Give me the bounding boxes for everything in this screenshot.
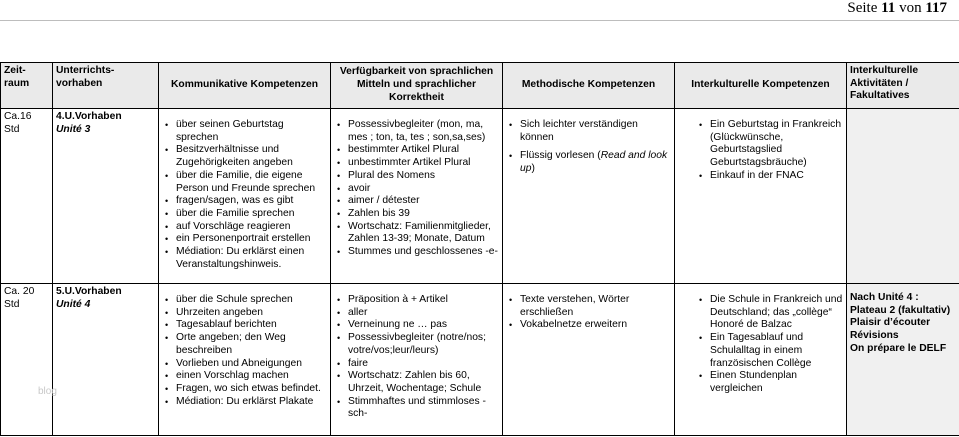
- cell-methodical: [503, 109, 675, 284]
- list-item: • Verneinung ne … pas: [334, 319, 499, 332]
- project-title: 4.U.Vorhaben: [56, 111, 122, 122]
- list-item: • aller: [334, 307, 499, 320]
- list-item: • Médiation: Du erklärst einen Veranstaltungshinweis.: [162, 246, 327, 271]
- list-item: • Stummes und geschlossenes -e-: [334, 246, 499, 259]
- activity-line: Plateau 2 (fakultativ): [850, 304, 951, 316]
- cell-time: Ca. 20 Std: [1, 284, 53, 436]
- curriculum-table: [0, 62, 959, 436]
- col-header-communicative: Kommunikative Kompetenzen: [159, 63, 331, 109]
- cell-activities: [847, 109, 959, 284]
- list-item: • Vorlieben und Abneigungen: [162, 358, 327, 371]
- page-header: [0, 0, 959, 62]
- page-number: [847, 0, 947, 17]
- page-of-label: von: [899, 0, 922, 16]
- table-row: [1, 284, 959, 436]
- list-item: • faire: [334, 358, 499, 371]
- list-item: • Vokabelnetze erweitern: [506, 319, 671, 332]
- cell-methodical: [503, 284, 675, 436]
- list-item: • Ein Geburtstag in Frankreich (Glückwünsche, Geburtstagslied Geburtstagsbräuche): [696, 119, 843, 170]
- cell-project: [53, 109, 159, 284]
- list-item: • Die Schule in Frankreich und Deutschland; das „collège“ Honoré de Balzac: [696, 294, 843, 332]
- activity-line: Plaisir d’écouter: [850, 317, 931, 329]
- table-row: [1, 109, 959, 284]
- page-label: Seite: [847, 0, 878, 16]
- list-item: • Médiation: Du erklärst Plakate: [162, 396, 327, 409]
- list-item: • Einkauf in der FNAC: [696, 170, 843, 183]
- list-item: • über seinen Geburtstag sprechen: [162, 119, 327, 144]
- list-item: • Fragen, wo sich etwas befindet.: [162, 383, 327, 396]
- page-total: 117: [925, 0, 947, 16]
- activity-line: Nach Unité 4 :: [850, 292, 919, 303]
- list-item: • Sich leichter verständigen können: [506, 119, 671, 144]
- list-item: • Besitzverhältnisse und Zugehörigkeiten angeben: [162, 144, 327, 169]
- list-item: • Plural des Nomens: [334, 170, 499, 183]
- list-item: • Präposition à + Artikel: [334, 294, 499, 307]
- list-item: • avoir: [334, 183, 499, 196]
- list-item: • aimer / détester: [334, 195, 499, 208]
- list-item: • einen Vorschlag machen: [162, 370, 327, 383]
- list-item: • Ein Tagesablauf und Schulalltag in einem französischen Collège: [696, 332, 843, 370]
- list-item: • über die Familie sprechen: [162, 208, 327, 221]
- col-header-time: Zeit- raum: [1, 63, 53, 109]
- list-item: • bestimmter Artikel Plural: [334, 144, 499, 157]
- cell-communicative: [159, 284, 331, 436]
- watermark: blog: [38, 386, 57, 397]
- list-item: • fragen/sagen, was es gibt: [162, 195, 327, 208]
- activity-line: Révisions: [850, 330, 899, 342]
- col-header-methodical: Methodische Kompetenzen: [503, 63, 675, 109]
- page-current: 11: [881, 0, 896, 16]
- table-header-row: [1, 63, 959, 109]
- col-header-intercultural: Interkulturelle Kompetenzen: [675, 63, 847, 109]
- cell-communicative: [159, 109, 331, 284]
- col-header-project: Unterrichts- vorhaben: [53, 63, 159, 109]
- cell-activities: [847, 284, 959, 436]
- cell-project: [53, 284, 159, 436]
- list-item: • Wortschatz: Familienmitglieder, Zahlen 13-39; Monate, Datum: [334, 221, 499, 246]
- cell-language: [331, 284, 503, 436]
- col-header-activities: Interkulturelle Aktivitäten / Fakultatives: [847, 63, 959, 109]
- list-item: • Stimmhaftes und stimmloses -sch-: [334, 396, 499, 421]
- list-item: • Wortschatz: Zahlen bis 60, Uhrzeit, Wochentage; Schule: [334, 370, 499, 395]
- col-header-language: Verfügbarkeit von sprachlichen Mitteln und sprachlicher Korrektheit: [331, 63, 503, 109]
- list-item: • unbestimmter Artikel Plural: [334, 157, 499, 170]
- list-item: • auf Vorschläge reagieren: [162, 221, 327, 234]
- list-item: • über die Familie, die eigene Person und Freunde sprechen: [162, 170, 327, 195]
- list-item: • Possessivbegleiter (mon, ma, mes ; ton, ta, tes ; son,sa,ses): [334, 119, 499, 144]
- list-item: • Zahlen bis 39: [334, 208, 499, 221]
- cell-language: [331, 109, 503, 284]
- list-item: • Orte angeben; den Weg beschreiben: [162, 332, 327, 357]
- list-item: • ein Personenportrait erstellen: [162, 233, 327, 246]
- cell-time: Ca.16 Std: [1, 109, 53, 284]
- list-item: • Texte verstehen, Wörter erschließen: [506, 294, 671, 319]
- activity-line: On prépare le DELF: [850, 342, 947, 354]
- list-item: • Possessivbegleiter (notre/nos; votre/vos;leur/leurs): [334, 332, 499, 357]
- list-item: • Tagesablauf berichten: [162, 319, 327, 332]
- list-item: • Flüssig vorlesen (Read and look up): [506, 150, 671, 175]
- project-title: 5.U.Vorhaben: [56, 286, 122, 297]
- header-divider: [0, 20, 959, 21]
- project-unit: Unité 3: [56, 123, 91, 135]
- list-item: • Einen Stundenplan vergleichen: [696, 370, 843, 395]
- cell-intercultural: [675, 284, 847, 436]
- list-item: • Uhrzeiten angeben: [162, 307, 327, 320]
- project-unit: Unité 4: [56, 298, 91, 310]
- list-item: • über die Schule sprechen: [162, 294, 327, 307]
- cell-intercultural: [675, 109, 847, 284]
